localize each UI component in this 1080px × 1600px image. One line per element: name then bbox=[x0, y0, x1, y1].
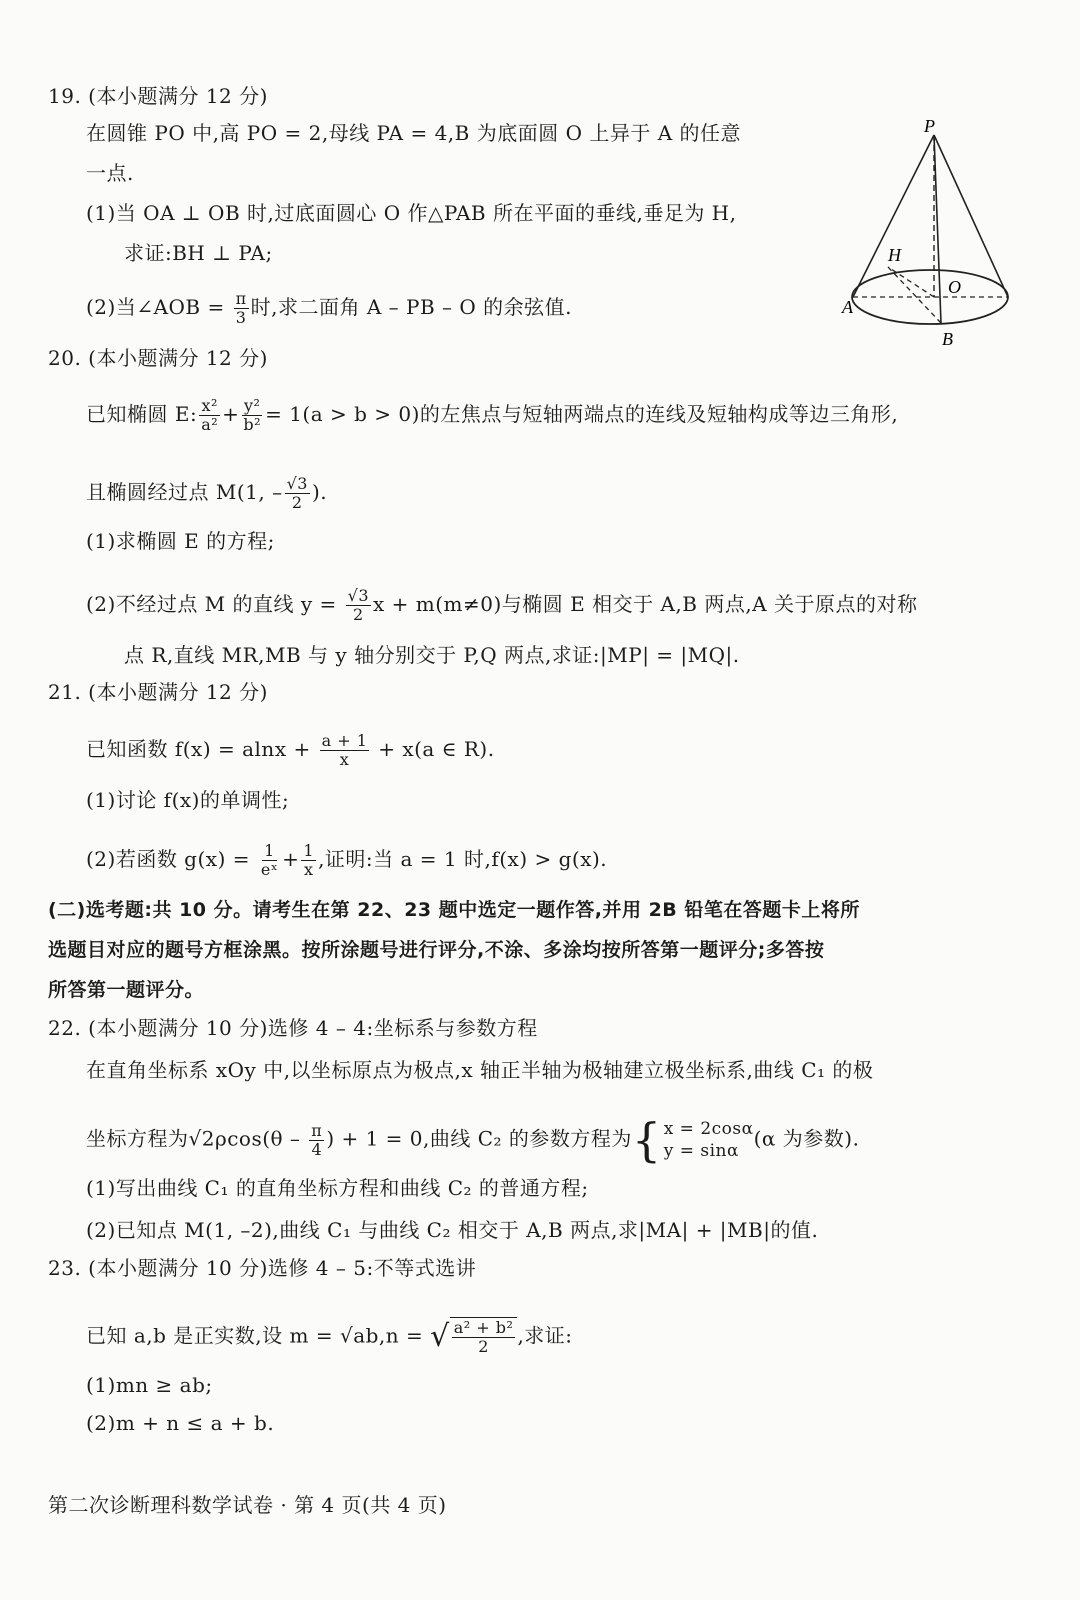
text-run: 23. (本小题满分 10 分)选修 4 – 5:不等式选讲 bbox=[48, 1256, 477, 1280]
text-run: (α 为参数). bbox=[753, 1126, 860, 1151]
text-line bbox=[86, 160, 134, 186]
denominator: 2 bbox=[478, 1337, 489, 1356]
fraction bbox=[309, 1122, 324, 1159]
text-run: (1)当 OA ⊥ OB 时,过底面圆心 O 作△PAB 所在平面的垂线,垂足为 H, bbox=[86, 201, 737, 225]
text-line bbox=[86, 290, 572, 327]
denominator: x bbox=[339, 750, 350, 769]
text-line bbox=[86, 397, 898, 434]
text-line bbox=[86, 1175, 589, 1201]
text-run: 时,求二面角 A – PB – O 的余弦值. bbox=[250, 295, 572, 319]
equation-row: y = sinα bbox=[663, 1141, 739, 1161]
text-run: (2)当∠AOB = bbox=[86, 295, 232, 319]
denominator: 3 bbox=[235, 308, 247, 327]
text-run: 在直角坐标系 xOy 中,以坐标原点为极点,x 轴正半轴为极轴建立极坐标系,曲线 C₁ 的极 bbox=[86, 1058, 874, 1082]
text-line bbox=[48, 897, 860, 923]
numerator: a² + b² bbox=[453, 1318, 514, 1337]
text-run: 已知函数 f(x) = alnx + bbox=[86, 737, 318, 761]
text-line bbox=[48, 1015, 538, 1041]
text-run: (2)不经过点 M 的直线 y = bbox=[86, 592, 344, 616]
text-run: 坐标方程为√2ρcos(θ – bbox=[86, 1126, 308, 1151]
text-line bbox=[48, 83, 268, 109]
numerator: π bbox=[311, 1120, 323, 1140]
text-run: 在圆锥 PO 中,高 PO = 2,母线 PA = 4,B 为底面圆 O 上异于 A 的任意 bbox=[86, 121, 741, 145]
numerator: x² bbox=[201, 396, 218, 415]
text-run: (1)写出曲线 C₁ 的直角坐标方程和曲线 C₂ 的普通方程; bbox=[86, 1176, 589, 1200]
fraction bbox=[301, 842, 316, 879]
cone-figure bbox=[838, 115, 1018, 355]
text-line bbox=[86, 787, 289, 813]
fraction bbox=[320, 732, 370, 769]
equation-rows bbox=[664, 1118, 754, 1162]
fraction bbox=[199, 397, 220, 434]
equation-row: x = 2cosα bbox=[663, 1119, 754, 1139]
square-root bbox=[430, 1317, 517, 1357]
text-line bbox=[48, 345, 268, 371]
text-line bbox=[86, 475, 327, 512]
text-run: + bbox=[222, 402, 240, 426]
text-line bbox=[124, 240, 273, 266]
text-run: 点 R,直线 MR,MB 与 y 轴分别交于 P,Q 两点,求证:|MP| = |MQ|. bbox=[124, 643, 740, 667]
text-line bbox=[86, 1057, 873, 1083]
numerator: √3 bbox=[286, 474, 308, 493]
text-run: (1)求椭圆 E 的方程; bbox=[86, 529, 275, 553]
text-run: 所答第一题评分。 bbox=[48, 979, 205, 1001]
text-run: = 1(a > b > 0)的左焦点与短轴两端点的连线及短轴构成等边三角形, bbox=[265, 402, 899, 426]
parametric-system bbox=[631, 1113, 754, 1167]
text-run: 22. (本小题满分 10 分)选修 4 – 4:坐标系与参数方程 bbox=[48, 1016, 538, 1040]
text-line bbox=[86, 1372, 213, 1398]
text-run: 已知椭圆 E: bbox=[86, 402, 198, 426]
text-run: (1)讨论 f(x)的单调性; bbox=[86, 788, 290, 812]
text-line bbox=[48, 977, 204, 1003]
label-h: H bbox=[888, 245, 901, 265]
segment-bh bbox=[888, 267, 941, 323]
text-line bbox=[48, 1492, 447, 1518]
text-run: ,求证: bbox=[517, 1323, 573, 1348]
text-run: 已知 a,b 是正实数,设 m = √ab,n = bbox=[86, 1323, 431, 1348]
denominator: 4 bbox=[311, 1139, 323, 1159]
text-run: (1)mn ≥ ab; bbox=[86, 1373, 213, 1397]
text-run: 选题目对应的题号方框涂黑。按所涂题号进行评分,不涂、多涂均按所答第一题评分;多答按 bbox=[48, 939, 825, 961]
text-line bbox=[48, 1255, 476, 1281]
text-run: 第二次诊断理科数学试卷 · 第 4 页(共 4 页) bbox=[48, 1493, 447, 1517]
text-run: (二)选考题:共 10 分。请考生在第 22、23 题中选定一题作答,并用 2B 铅笔在答题卡上将所 bbox=[48, 899, 860, 921]
text-line bbox=[86, 200, 736, 226]
numerator: y² bbox=[244, 396, 261, 415]
text-run: (2)m + n ≤ a + b. bbox=[86, 1411, 275, 1435]
text-line bbox=[86, 1113, 860, 1167]
text-run: 且椭圆经过点 M(1, – bbox=[86, 480, 283, 504]
text-run: 求证:BH ⊥ PA; bbox=[124, 241, 273, 265]
text-run: + x(a ∈ R). bbox=[371, 737, 495, 761]
numerator: √3 bbox=[347, 586, 370, 605]
radicand bbox=[450, 1317, 518, 1357]
fraction bbox=[285, 475, 310, 512]
text-run: + bbox=[282, 847, 300, 871]
text-line bbox=[86, 528, 275, 554]
denominator: 2 bbox=[291, 493, 303, 512]
numerator: π bbox=[235, 289, 247, 308]
denominator: 2 bbox=[353, 605, 364, 624]
radical-sign: √ bbox=[430, 1319, 450, 1354]
text-line bbox=[86, 120, 741, 146]
label-a: A bbox=[842, 297, 853, 317]
cone-edge-right bbox=[934, 135, 1008, 297]
denominator: x bbox=[303, 860, 314, 879]
text-line bbox=[86, 842, 607, 879]
text-run: x + m(m≠0)与椭圆 E 相交于 A,B 两点,A 关于原点的对称 bbox=[373, 592, 918, 616]
numerator: 1 bbox=[303, 841, 315, 860]
fraction bbox=[241, 397, 263, 434]
brace-symbol: { bbox=[631, 1113, 662, 1167]
text-line bbox=[48, 679, 268, 705]
numerator: a + 1 bbox=[321, 731, 368, 750]
fraction bbox=[234, 290, 249, 327]
text-run: (2)若函数 g(x) = bbox=[86, 847, 257, 871]
text-run: 21. (本小题满分 12 分) bbox=[48, 680, 268, 704]
text-run: (2)已知点 M(1, –2),曲线 C₁ 与曲线 C₂ 相交于 A,B 两点,求|MA| + |MB|的值. bbox=[86, 1218, 819, 1242]
text-run: ). bbox=[311, 480, 328, 504]
denominator: b² bbox=[243, 415, 262, 434]
numerator: 1 bbox=[264, 841, 275, 860]
text-run: 一点. bbox=[86, 161, 134, 185]
fraction bbox=[452, 1319, 516, 1356]
denominator: a² bbox=[201, 415, 219, 434]
label-p: P bbox=[924, 116, 935, 136]
text-run: 20. (本小题满分 12 分) bbox=[48, 346, 268, 370]
text-line bbox=[86, 732, 495, 769]
text-line bbox=[86, 1317, 573, 1357]
cone-edge-pb bbox=[934, 135, 941, 323]
label-o: O bbox=[948, 277, 961, 297]
label-b: B bbox=[942, 329, 953, 349]
fraction bbox=[346, 587, 371, 624]
fraction bbox=[259, 842, 280, 879]
text-run: 19. (本小题满分 12 分) bbox=[48, 84, 268, 108]
text-run: ) + 1 = 0,曲线 C₂ 的参数方程为 bbox=[326, 1126, 632, 1151]
text-run: ,证明:当 a = 1 时,f(x) > g(x). bbox=[318, 847, 608, 871]
text-line bbox=[86, 1217, 818, 1243]
denominator: eˣ bbox=[260, 860, 279, 879]
text-line bbox=[86, 1410, 274, 1436]
text-line bbox=[48, 937, 824, 963]
text-line bbox=[124, 642, 740, 668]
text-line bbox=[86, 587, 918, 624]
